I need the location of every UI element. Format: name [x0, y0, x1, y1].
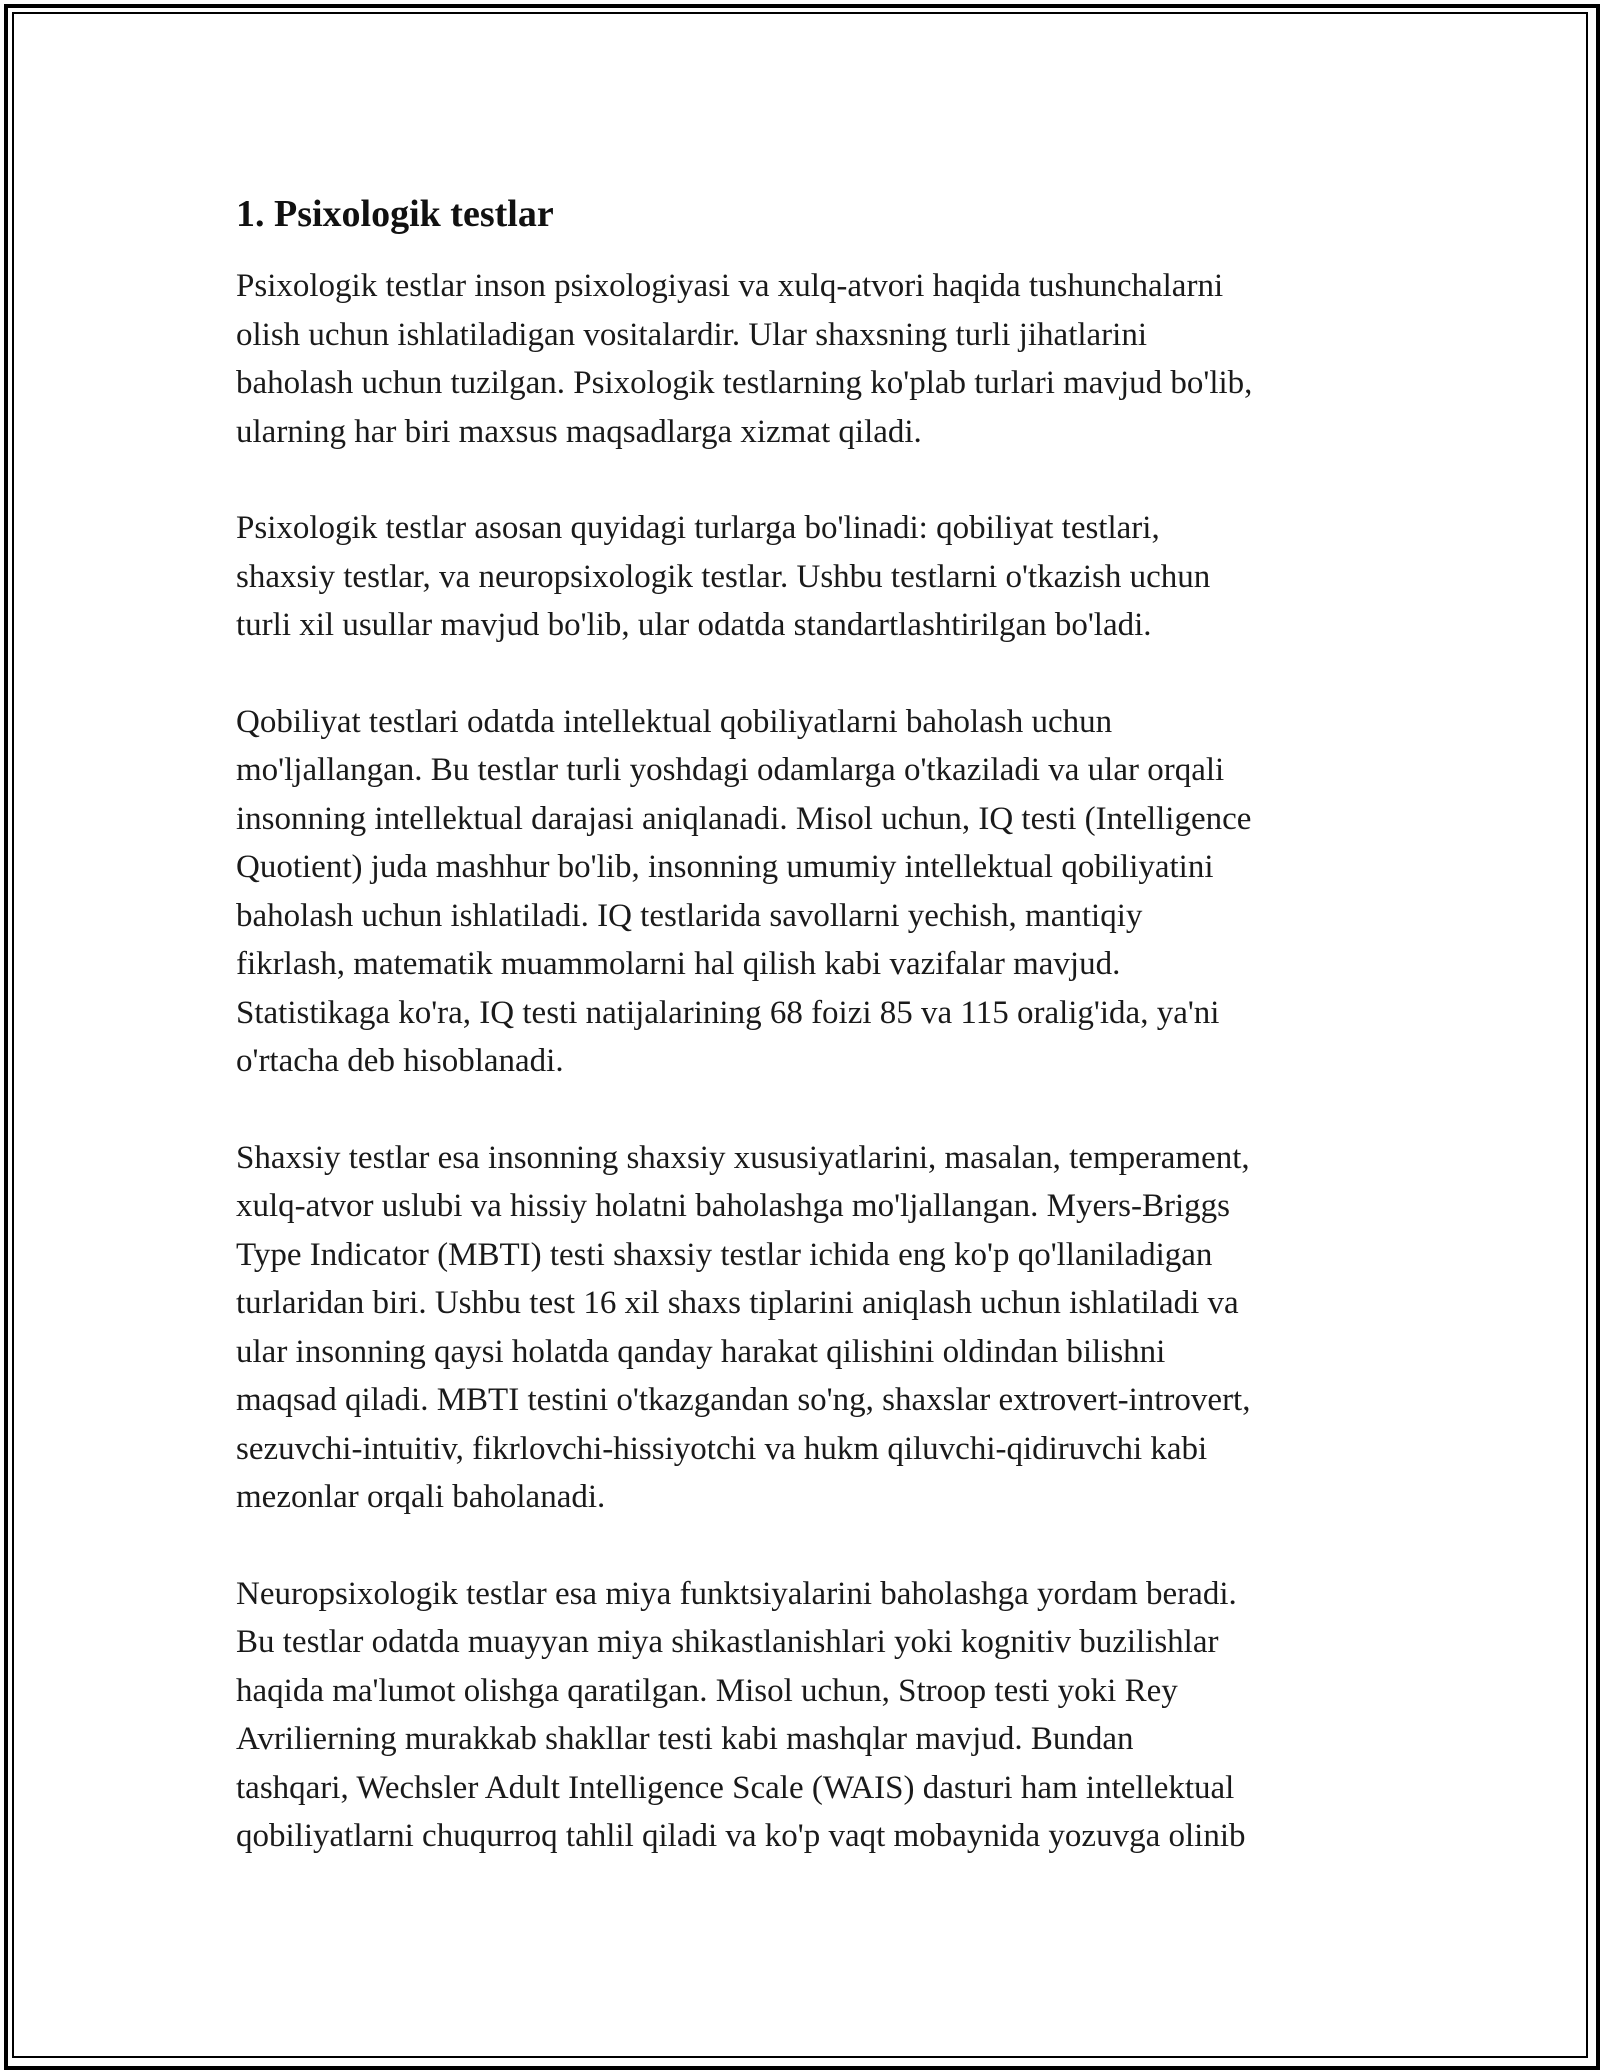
text-line: Type Indicator (MBTI) testi shaxsiy testlar ichida eng ko'p qo'llaniladigan [236, 1236, 1213, 1273]
text-line: baholash uchun ishlatiladi. IQ testlarida savollarni yechish, mantiqiy [236, 897, 1143, 934]
text-line: haqida ma'lumot olishga qaratilgan. Misol uchun, Stroop testi yoki Rey [236, 1672, 1178, 1709]
text-line: mo'ljallangan. Bu testlar turli yoshdagi odamlarga o'tkaziladi va ular orqali [236, 752, 1225, 788]
text-line: tashqari, Wechsler Adult Intelligence Scale (WAIS) dasturi ham intellektual [236, 1769, 1235, 1806]
text-line: turli xil usullar mavjud bo'lib, ular odatda standartlashtirilgan bo'ladi. [236, 607, 1152, 643]
text-line: maqsad qiladi. MBTI testini o'tkazgandan so'ng, shaxslar extrovert-introvert, [236, 1382, 1251, 1418]
text-line: shaxsiy testlar, va neuropsixologik testlar. Ushbu testlarni o'tkazish uchun [236, 558, 1211, 595]
paragraph [236, 262, 1376, 456]
document-body [236, 186, 1376, 1909]
section-heading: 1. Psixologik testlar [236, 193, 554, 235]
text-line: Shaxsiy testlar esa insonning shaxsiy xususiyatlarini, masalan, temperament, [236, 1139, 1250, 1176]
text-line: turlaridan biri. Ushbu test 16 xil shaxs tiplarini aniqlash uchun ishlatiladi va [236, 1285, 1239, 1321]
text-line: sezuvchi-intuitiv, fikrlovchi-hissiyotchi va hukm qiluvchi-qidiruvchi kabi [236, 1430, 1208, 1467]
text-line: ular insonning qaysi holatda qanday harakat qilishini oldindan bilishni [236, 1333, 1166, 1370]
paragraph [236, 698, 1376, 1086]
paragraph-container [236, 262, 1376, 1861]
paragraph [236, 1570, 1376, 1861]
text-line: mezonlar orqali baholanadi. [236, 1479, 606, 1515]
paragraph [236, 1134, 1376, 1522]
text-line: xulq-atvor uslubi va hissiy holatni baholashga mo'ljallangan. Myers-Briggs [236, 1188, 1230, 1224]
text-line: insonning intellektual darajasi aniqlanadi. Misol uchun, IQ testi (Intelligence [236, 800, 1252, 837]
paragraph [236, 504, 1376, 650]
text-line: baholash uchun tuzilgan. Psixologik testlarning ko'plab turlari mavjud bo'lib, [236, 365, 1253, 401]
text-line: ularning har biri maxsus maqsadlarga xizmat qiladi. [236, 413, 922, 450]
text-line: Neuropsixologik testlar esa miya funktsiyalarini baholashga yordam beradi. [236, 1575, 1237, 1612]
text-line: Psixologik testlar inson psixologiyasi va xulq-atvori haqida tushunchalarni [236, 268, 1224, 304]
text-line: Qobiliyat testlari odatda intellektual qobiliyatlarni baholash uchun [236, 703, 1113, 740]
text-line: Psixologik testlar asosan quyidagi turlarga bo'linadi: qobiliyat testlari, [236, 510, 1160, 546]
text-line: Quotient) juda mashhur bo'lib, insonning umumiy intellektual qobiliyatini [236, 849, 1214, 885]
text-line: o'rtacha deb hisoblanadi. [236, 1043, 564, 1079]
text-line: olish uchun ishlatiladigan vositalardir. Ular shaxsning turli jihatlarini [236, 316, 1148, 353]
text-line: fikrlash, matematik muammolarni hal qilish kabi vazifalar mavjud. [236, 946, 1121, 982]
text-line: qobiliyatlarni chuqurroq tahlil qiladi va ko'p vaqt mobaynida yozuvga olinib [236, 1818, 1246, 1854]
text-line: Bu testlar odatda muayyan miya shikastlanishlari yoki kognitiv buzilishlar [236, 1624, 1219, 1660]
text-line: Statistikaga ko'ra, IQ testi natijalarining 68 foizi 85 va 115 oralig'ida, ya'ni [236, 994, 1220, 1031]
text-line: Avrilierning murakkab shakllar testi kabi mashqlar mavjud. Bundan [236, 1721, 1134, 1757]
